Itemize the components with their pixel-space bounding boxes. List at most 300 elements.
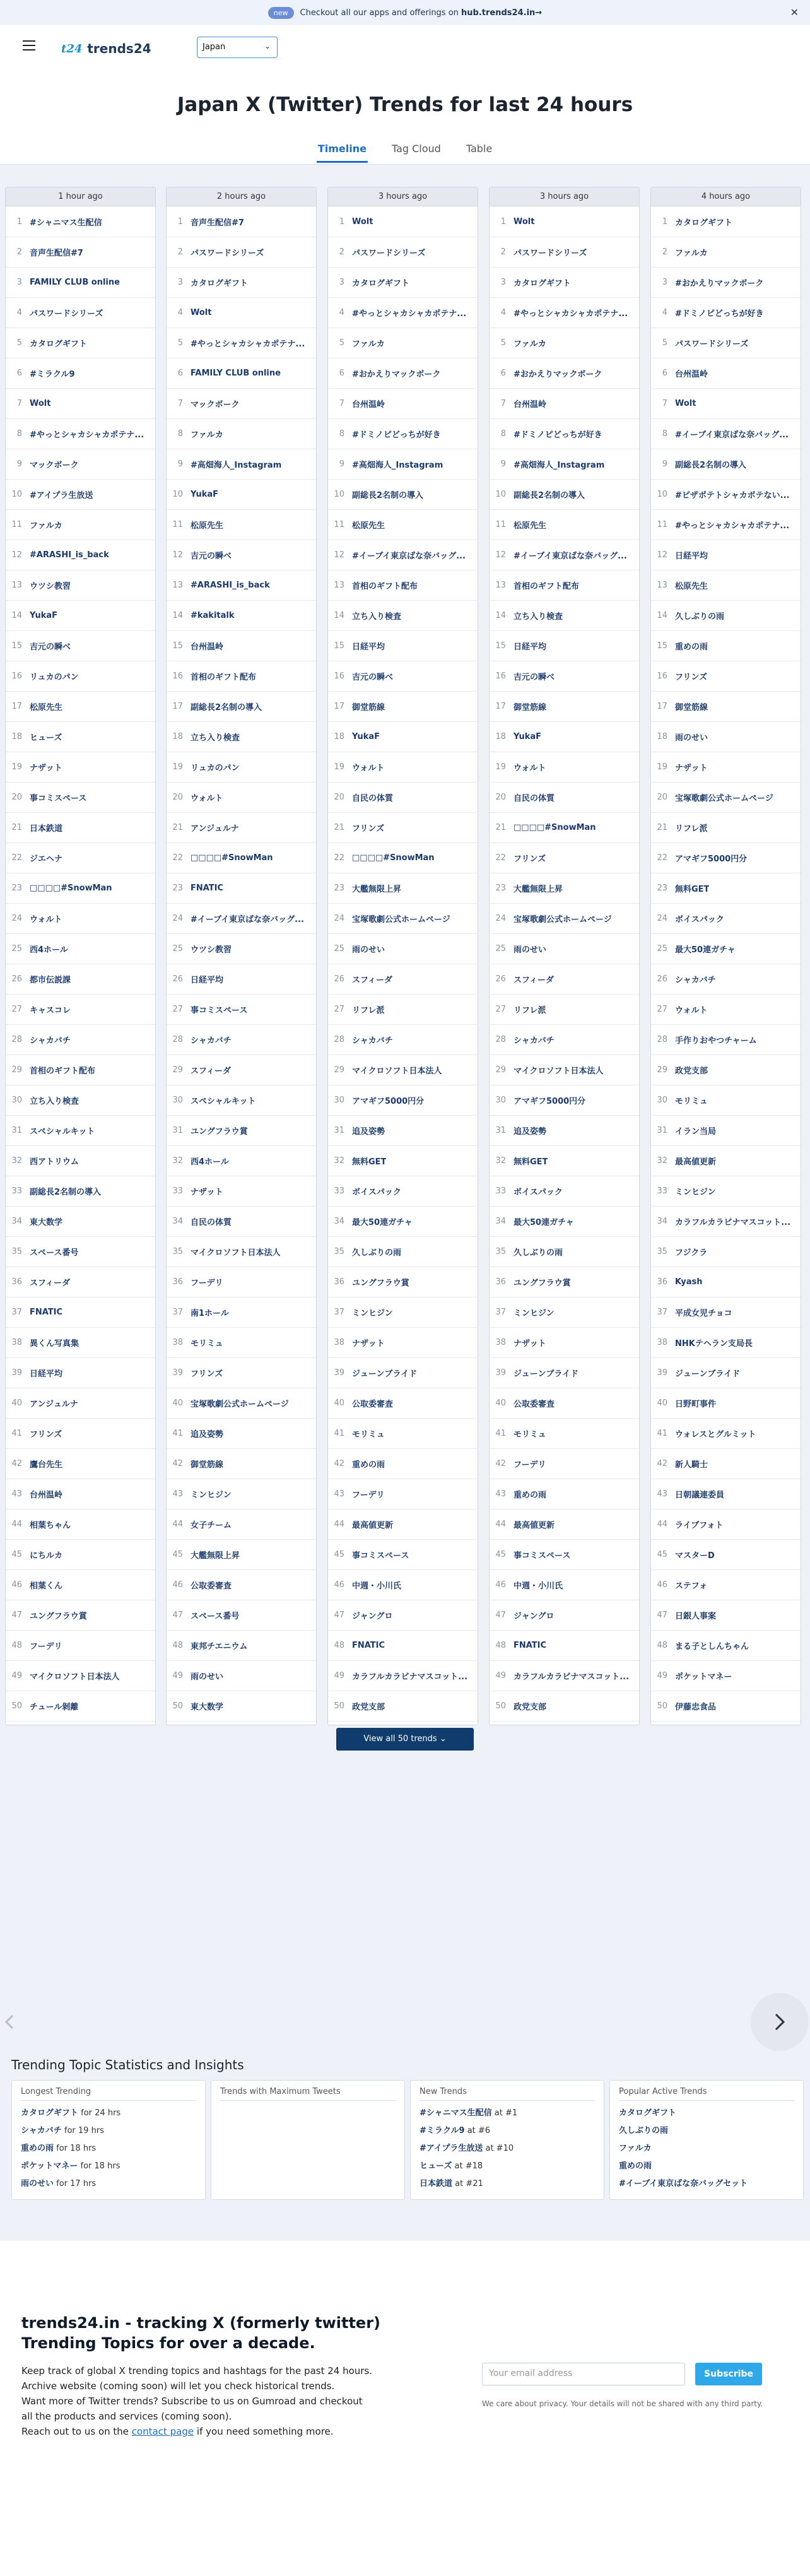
trend-name[interactable]: ウォルト: [191, 794, 223, 803]
trend-item[interactable]: [651, 692, 801, 722]
trend-name[interactable]: ファルカ: [675, 249, 708, 258]
trend-name[interactable]: スフィーダ: [191, 1066, 231, 1076]
trend-item[interactable]: [328, 722, 478, 752]
trend-name[interactable]: FAMILY CLUB online: [191, 369, 281, 378]
trend-name[interactable]: 台州温岭: [30, 1491, 63, 1500]
trend-name[interactable]: 日経平均: [191, 976, 224, 985]
trend-name[interactable]: #イーブイ東京ばな奈バッグ...: [352, 552, 466, 561]
trend-item[interactable]: [6, 1297, 155, 1328]
trend-name[interactable]: 松原先生: [191, 521, 224, 531]
trend-name[interactable]: パスワードシリーズ: [30, 309, 103, 319]
trend-item[interactable]: [328, 1176, 478, 1207]
trend-item[interactable]: [6, 722, 155, 752]
trend-name[interactable]: ジューンブライド: [675, 1369, 741, 1379]
trend-item[interactable]: [651, 722, 801, 752]
country-select[interactable]: [197, 37, 278, 58]
trend-name[interactable]: ミンヒジン: [352, 1309, 393, 1318]
trend-item[interactable]: [490, 1176, 639, 1207]
trend-name[interactable]: #イーブイ東京ばな奈バッグ...: [191, 915, 304, 925]
trend-item[interactable]: [167, 813, 316, 843]
stat-topic-link[interactable]: ポケットマネー: [21, 2161, 78, 2171]
trend-name[interactable]: 重めの雨: [352, 1460, 385, 1470]
trend-item[interactable]: [6, 389, 155, 419]
trend-name[interactable]: FNATIC: [514, 1641, 547, 1650]
trend-name[interactable]: ナザット: [30, 764, 62, 773]
trend-name[interactable]: #おかえりマックボーク: [675, 279, 764, 288]
trend-name[interactable]: フーデリ: [514, 1460, 546, 1470]
trend-item[interactable]: [328, 692, 478, 722]
trend-item[interactable]: [328, 1025, 478, 1055]
trend-item[interactable]: [651, 964, 801, 995]
trend-name[interactable]: #kakitalk: [191, 611, 235, 620]
trend-name[interactable]: #イーブイ東京ばな奈バッグ...: [675, 430, 789, 440]
trend-item[interactable]: [167, 1631, 316, 1661]
trend-item[interactable]: [651, 358, 801, 389]
trend-name[interactable]: 御堂筋線: [514, 703, 547, 712]
trend-name[interactable]: シャカバチ: [675, 976, 716, 985]
trend-item[interactable]: [490, 449, 639, 480]
trend-item[interactable]: [167, 1146, 316, 1176]
trend-item[interactable]: [328, 298, 478, 328]
trend-name[interactable]: 自民の体質: [352, 794, 394, 803]
trend-item[interactable]: [490, 237, 639, 268]
trend-item[interactable]: [490, 1600, 639, 1631]
trend-item[interactable]: [651, 328, 801, 358]
trend-name[interactable]: ボイスパック: [514, 1188, 563, 1197]
trend-item[interactable]: [167, 1540, 316, 1570]
trend-item[interactable]: [167, 540, 316, 570]
trend-name[interactable]: ファルカ: [191, 430, 223, 440]
trend-item[interactable]: [490, 328, 639, 358]
tab-timeline[interactable]: Timeline: [317, 140, 368, 163]
trend-item[interactable]: [651, 843, 801, 873]
carousel-prev-button[interactable]: [0, 1993, 29, 2051]
trend-name[interactable]: FNATIC: [191, 883, 224, 893]
trend-item[interactable]: [6, 1146, 155, 1176]
trend-item[interactable]: [490, 1419, 639, 1449]
trend-name[interactable]: ナザット: [191, 1188, 223, 1197]
trend-item[interactable]: [651, 1025, 801, 1055]
trend-item[interactable]: [167, 1600, 316, 1631]
trend-name[interactable]: 無料GET: [675, 885, 710, 894]
trend-item[interactable]: [328, 570, 478, 601]
trend-item[interactable]: [328, 1055, 478, 1085]
trend-item[interactable]: [328, 328, 478, 358]
trend-name[interactable]: ステフォ: [675, 1581, 708, 1591]
trend-name[interactable]: リフレ派: [514, 1006, 546, 1015]
trend-item[interactable]: [328, 843, 478, 873]
trend-name[interactable]: 自民の体質: [191, 1218, 232, 1227]
trend-item[interactable]: [651, 601, 801, 631]
trend-name[interactable]: Wolt: [30, 399, 51, 408]
trend-item[interactable]: [328, 1328, 478, 1358]
trend-name[interactable]: 重めの雨: [675, 642, 708, 652]
trend-name[interactable]: 最高値更新: [675, 1157, 717, 1167]
trend-name[interactable]: マイクロソフト日本法人: [514, 1066, 604, 1076]
trend-name[interactable]: 副総長2名制の導入: [30, 1188, 102, 1197]
trend-name[interactable]: 御堂筋線: [191, 1460, 224, 1470]
trend-name[interactable]: 首相のギフト配布: [352, 582, 418, 591]
trend-item[interactable]: [167, 268, 316, 298]
trend-item[interactable]: [490, 510, 639, 540]
trend-item[interactable]: [167, 1267, 316, 1297]
trend-item[interactable]: [651, 783, 801, 813]
trend-item[interactable]: [6, 1055, 155, 1085]
trend-item[interactable]: [651, 419, 801, 449]
trend-item[interactable]: [167, 1055, 316, 1085]
trend-item[interactable]: [328, 1449, 478, 1479]
trend-item[interactable]: [167, 358, 316, 389]
trend-item[interactable]: [328, 1479, 478, 1510]
trend-item[interactable]: [490, 1146, 639, 1176]
trend-item[interactable]: [651, 1510, 801, 1540]
trend-item[interactable]: [490, 813, 639, 843]
trend-item[interactable]: [651, 1085, 801, 1116]
trend-item[interactable]: [6, 1328, 155, 1358]
trend-name[interactable]: マックボーク: [30, 461, 79, 470]
trend-item[interactable]: [167, 783, 316, 813]
trend-name[interactable]: 雨のせい: [675, 733, 708, 743]
trend-item[interactable]: [167, 1237, 316, 1267]
trend-item[interactable]: [6, 1661, 155, 1691]
trend-item[interactable]: [328, 904, 478, 934]
trend-item[interactable]: [490, 904, 639, 934]
trend-name[interactable]: 宝塚歌劇公式ホームページ: [675, 794, 773, 803]
trend-name[interactable]: キャスコレ: [30, 1006, 71, 1015]
trend-item[interactable]: [167, 570, 316, 601]
trend-item[interactable]: [490, 752, 639, 783]
trend-item[interactable]: [490, 358, 639, 389]
trend-name[interactable]: 松原先生: [514, 521, 547, 531]
trend-name[interactable]: シャカバチ: [30, 1036, 71, 1046]
trend-name[interactable]: 台州温岭: [191, 642, 224, 652]
trend-name[interactable]: モリミュ: [514, 1430, 546, 1439]
trend-item[interactable]: [490, 1085, 639, 1116]
trend-name[interactable]: YukaF: [191, 490, 219, 499]
trend-name[interactable]: 政党支部: [352, 1703, 385, 1712]
stat-topic-link[interactable]: カタログギフト: [619, 2108, 677, 2118]
trend-item[interactable]: [167, 964, 316, 995]
trend-name[interactable]: 宝塚歌劇公式ホームページ: [191, 1400, 289, 1409]
trend-name[interactable]: 首相のギフト配布: [514, 582, 580, 591]
trend-name[interactable]: 雨のせい: [352, 945, 385, 955]
trend-item[interactable]: [651, 298, 801, 328]
trend-item[interactable]: [6, 1479, 155, 1510]
trend-name[interactable]: アンジュルナ: [30, 1400, 78, 1409]
trend-name[interactable]: 久しぶりの雨: [675, 612, 725, 622]
trend-name[interactable]: YukaF: [30, 611, 58, 620]
trend-item[interactable]: [6, 843, 155, 873]
trend-item[interactable]: [490, 1570, 639, 1600]
trend-item[interactable]: [328, 813, 478, 843]
stat-topic-link[interactable]: 日本鉄道: [420, 2179, 453, 2189]
trend-name[interactable]: 鷹台先生: [30, 1460, 63, 1470]
trend-name[interactable]: 大艦無限上昇: [191, 1551, 240, 1561]
trend-name[interactable]: 立ち入り検査: [191, 733, 240, 743]
trend-name[interactable]: カラフルカラビナマスコット...: [675, 1218, 791, 1227]
trend-item[interactable]: [328, 1116, 478, 1146]
trend-name[interactable]: 台州温岭: [675, 370, 708, 379]
trend-name[interactable]: #おかえりマックボーク: [514, 370, 602, 379]
trend-name[interactable]: 松原先生: [30, 703, 63, 712]
trend-item[interactable]: [167, 995, 316, 1025]
trend-name[interactable]: YukaF: [352, 732, 380, 741]
trend-item[interactable]: [328, 995, 478, 1025]
trend-name[interactable]: Kyash: [675, 1277, 703, 1287]
trend-item[interactable]: [328, 1540, 478, 1570]
trend-item[interactable]: [167, 1570, 316, 1600]
trend-name[interactable]: 吉元の瞬べ: [352, 673, 394, 682]
trend-item[interactable]: [6, 1025, 155, 1055]
trend-name[interactable]: 東邦チエニウム: [191, 1642, 248, 1651]
trend-item[interactable]: [651, 510, 801, 540]
trend-name[interactable]: #やっとシャカシャカポテナ...: [514, 309, 628, 319]
trend-item[interactable]: [490, 722, 639, 752]
trend-name[interactable]: ジエヘナ: [30, 854, 63, 864]
trend-item[interactable]: [6, 1085, 155, 1116]
trend-name[interactable]: #やっとシャカシャカポテナ...: [352, 309, 467, 319]
trend-name[interactable]: YukaF: [514, 732, 542, 741]
trend-item[interactable]: [6, 783, 155, 813]
trend-item[interactable]: [6, 1540, 155, 1570]
trend-item[interactable]: [651, 995, 801, 1025]
trend-name[interactable]: マイクロソフト日本法人: [352, 1066, 442, 1076]
trend-name[interactable]: フリンズ: [191, 1369, 223, 1379]
trend-name[interactable]: 日経平均: [675, 552, 708, 561]
trend-item[interactable]: [328, 1085, 478, 1116]
trend-item[interactable]: [6, 1631, 155, 1661]
trend-name[interactable]: 大艦無限上昇: [352, 885, 402, 894]
trend-name[interactable]: フジクラ: [675, 1248, 708, 1258]
trend-name[interactable]: 首相のギフト配布: [191, 673, 257, 682]
trend-item[interactable]: [6, 1691, 155, 1722]
trend-name[interactable]: スペシャルキット: [30, 1127, 95, 1137]
trend-item[interactable]: [6, 1207, 155, 1237]
trend-item[interactable]: [651, 1540, 801, 1570]
trend-item[interactable]: [328, 540, 478, 570]
site-logo[interactable]: [61, 41, 151, 56]
trend-name[interactable]: 東大数学: [30, 1218, 63, 1227]
trend-name[interactable]: #やっとシャカシャカポテナ...: [30, 430, 144, 440]
trend-name[interactable]: 吉元の瞬べ: [514, 673, 555, 682]
trend-name[interactable]: 松原先生: [675, 582, 708, 591]
trend-item[interactable]: [167, 601, 316, 631]
trend-name[interactable]: マイクロソフト日本法人: [191, 1248, 281, 1258]
trend-item[interactable]: [167, 207, 316, 237]
trend-item[interactable]: [328, 1691, 478, 1722]
trend-name[interactable]: 副総長2名制の導入: [191, 703, 262, 712]
trend-name[interactable]: 日経平均: [30, 1369, 63, 1379]
trend-item[interactable]: [167, 237, 316, 268]
trend-name[interactable]: 重めの雨: [514, 1491, 547, 1500]
trend-name[interactable]: 日朝議連委員: [675, 1491, 725, 1500]
trend-name[interactable]: 相葉ちゃん: [30, 1521, 71, 1530]
trend-item[interactable]: [651, 480, 801, 510]
trend-name[interactable]: 伊藤忠食品: [675, 1703, 717, 1712]
tab-table[interactable]: Table: [466, 143, 493, 155]
trend-name[interactable]: 雨のせい: [514, 945, 547, 955]
trend-item[interactable]: [651, 540, 801, 570]
trend-item[interactable]: [167, 1025, 316, 1055]
trend-name[interactable]: 追及姿勢: [191, 1430, 224, 1439]
trend-name[interactable]: 中週・小川氏: [352, 1581, 402, 1591]
trend-name[interactable]: 最大50連ガチャ: [352, 1218, 413, 1227]
trend-item[interactable]: [651, 661, 801, 692]
trend-item[interactable]: [651, 207, 801, 237]
trend-name[interactable]: FAMILY CLUB online: [30, 278, 120, 287]
trend-name[interactable]: NHKテヘラン支局長: [675, 1339, 753, 1349]
trend-name[interactable]: 御堂筋線: [675, 703, 708, 712]
trend-name[interactable]: ユングフラウ賞: [30, 1612, 87, 1621]
trend-item[interactable]: [6, 601, 155, 631]
trend-name[interactable]: アマギフ5000円分: [514, 1097, 586, 1106]
trend-item[interactable]: [490, 934, 639, 964]
trend-name[interactable]: にちルカ: [30, 1551, 63, 1561]
trend-name[interactable]: Wolt: [675, 399, 696, 408]
trend-item[interactable]: [490, 1116, 639, 1146]
trend-item[interactable]: [328, 358, 478, 389]
trend-name[interactable]: ジューンブライド: [514, 1369, 579, 1379]
trend-name[interactable]: #ドミノピどっちが好き: [675, 309, 764, 319]
trend-item[interactable]: [6, 1419, 155, 1449]
trend-item[interactable]: [167, 1176, 316, 1207]
trend-name[interactable]: 日経平均: [514, 642, 547, 652]
trend-name[interactable]: #イーブイ東京ばな奈バッグ...: [514, 552, 627, 561]
trend-item[interactable]: [6, 207, 155, 237]
trend-item[interactable]: [490, 268, 639, 298]
trend-item[interactable]: [328, 661, 478, 692]
trend-item[interactable]: [651, 1237, 801, 1267]
trend-name[interactable]: 日本鉄道: [30, 824, 63, 834]
trend-item[interactable]: [6, 268, 155, 298]
trend-name[interactable]: カラフルカラビナマスコット...: [352, 1672, 468, 1682]
trend-item[interactable]: [490, 1479, 639, 1510]
trend-item[interactable]: [651, 237, 801, 268]
trend-name[interactable]: 追及姿勢: [514, 1127, 547, 1137]
trend-name[interactable]: #ドミノピどっちが好き: [514, 430, 602, 440]
trend-name[interactable]: まる子としんちゃん: [675, 1642, 749, 1651]
trend-name[interactable]: #高畑海人_Instagram: [514, 461, 605, 470]
trend-name[interactable]: パスワードシリーズ: [514, 249, 587, 258]
stat-topic-link[interactable]: #シャニマス生配信: [420, 2108, 492, 2118]
trend-item[interactable]: [167, 419, 316, 449]
trend-name[interactable]: 日経平均: [352, 642, 385, 652]
trend-name[interactable]: Wolt: [191, 308, 212, 317]
trend-item[interactable]: [6, 1358, 155, 1388]
trend-item[interactable]: [6, 1267, 155, 1297]
trend-item[interactable]: [6, 873, 155, 904]
trend-name[interactable]: 追及姿勢: [352, 1127, 385, 1137]
trend-name[interactable]: 吉元の瞬べ: [191, 552, 232, 561]
trend-item[interactable]: [167, 1297, 316, 1328]
trend-name[interactable]: 平成女児チョコ: [675, 1309, 732, 1318]
trend-name[interactable]: 新人騎士: [675, 1460, 708, 1470]
trend-name[interactable]: ボイスパック: [352, 1188, 401, 1197]
trend-item[interactable]: [167, 873, 316, 904]
trend-item[interactable]: [651, 1570, 801, 1600]
trend-name[interactable]: 日銀人事案: [675, 1612, 717, 1621]
trend-name[interactable]: カタログギフト: [352, 279, 410, 288]
trend-name[interactable]: フーデリ: [352, 1491, 385, 1500]
stat-topic-link[interactable]: 久しぶりの雨: [619, 2126, 669, 2136]
trend-name[interactable]: FNATIC: [352, 1641, 385, 1650]
trend-name[interactable]: 立ち入り検査: [514, 612, 563, 622]
trend-item[interactable]: [651, 752, 801, 783]
trend-name[interactable]: 台州温岭: [514, 400, 547, 410]
trend-name[interactable]: フーデリ: [30, 1642, 62, 1651]
trend-name[interactable]: モリミュ: [675, 1097, 708, 1106]
trend-name[interactable]: チュール剝離: [30, 1703, 79, 1712]
trend-name[interactable]: 西アトリウム: [30, 1157, 79, 1167]
trend-item[interactable]: [651, 631, 801, 661]
trend-item[interactable]: [6, 1570, 155, 1600]
trend-name[interactable]: フリンズ: [30, 1430, 62, 1439]
trend-item[interactable]: [6, 540, 155, 570]
trend-name[interactable]: 最大50連ガチャ: [514, 1218, 574, 1227]
trend-name[interactable]: 西4ホール: [191, 1157, 229, 1167]
trend-name[interactable]: #ピザポテトシャカポテない...: [675, 491, 790, 500]
trend-name[interactable]: ユングフラウ賞: [352, 1279, 409, 1288]
trend-name[interactable]: フリンズ: [352, 824, 385, 834]
trend-item[interactable]: [167, 1691, 316, 1722]
trend-item[interactable]: [167, 389, 316, 419]
trend-item[interactable]: [490, 1237, 639, 1267]
trend-name[interactable]: ユングフラウ賞: [514, 1279, 571, 1288]
trend-item[interactable]: [490, 661, 639, 692]
trend-item[interactable]: [167, 752, 316, 783]
trend-name[interactable]: リュカのパン: [30, 673, 79, 682]
trend-name[interactable]: 事コミスペース: [191, 1006, 248, 1015]
trend-name[interactable]: ジューンブライド: [352, 1369, 418, 1379]
trend-item[interactable]: [167, 843, 316, 873]
announcement-text[interactable]: Checkout all our apps and offerings on hub.trends24.in→: [300, 8, 543, 18]
trend-item[interactable]: [651, 1388, 801, 1419]
menu-icon[interactable]: [23, 40, 35, 50]
trend-item[interactable]: [651, 1691, 801, 1722]
trend-item[interactable]: [6, 1510, 155, 1540]
stat-topic-link[interactable]: 雨のせい: [21, 2179, 54, 2189]
trend-name[interactable]: ファルカ: [30, 521, 62, 531]
trend-name[interactable]: ライブフォト: [675, 1521, 724, 1530]
trend-name[interactable]: 政党支部: [514, 1703, 547, 1712]
trend-item[interactable]: [6, 995, 155, 1025]
trend-item[interactable]: [490, 389, 639, 419]
trend-name[interactable]: ファルカ: [514, 340, 546, 349]
trend-item[interactable]: [651, 389, 801, 419]
trend-name[interactable]: 公取委審査: [191, 1581, 232, 1591]
trend-item[interactable]: [328, 1419, 478, 1449]
subscribe-button[interactable]: Subscribe: [695, 2363, 762, 2385]
trend-item[interactable]: [167, 1116, 316, 1146]
trend-item[interactable]: [651, 1661, 801, 1691]
trend-item[interactable]: [6, 328, 155, 358]
trend-item[interactable]: [651, 449, 801, 480]
trend-name[interactable]: 相葉くん: [30, 1581, 63, 1591]
trend-item[interactable]: [490, 873, 639, 904]
stat-topic-link[interactable]: ファルカ: [619, 2144, 652, 2153]
trend-item[interactable]: [328, 268, 478, 298]
stat-topic-link[interactable]: 重めの雨: [619, 2161, 652, 2171]
trend-name[interactable]: 公取委審査: [514, 1400, 555, 1409]
trend-item[interactable]: [651, 570, 801, 601]
trend-item[interactable]: [328, 1510, 478, 1540]
trend-item[interactable]: [328, 1388, 478, 1419]
trend-item[interactable]: [6, 661, 155, 692]
trend-item[interactable]: [167, 692, 316, 722]
stat-topic-link[interactable]: #ミラクル9: [420, 2126, 465, 2136]
trend-item[interactable]: [6, 692, 155, 722]
trend-name[interactable]: 副総長2名制の導入: [514, 491, 585, 500]
